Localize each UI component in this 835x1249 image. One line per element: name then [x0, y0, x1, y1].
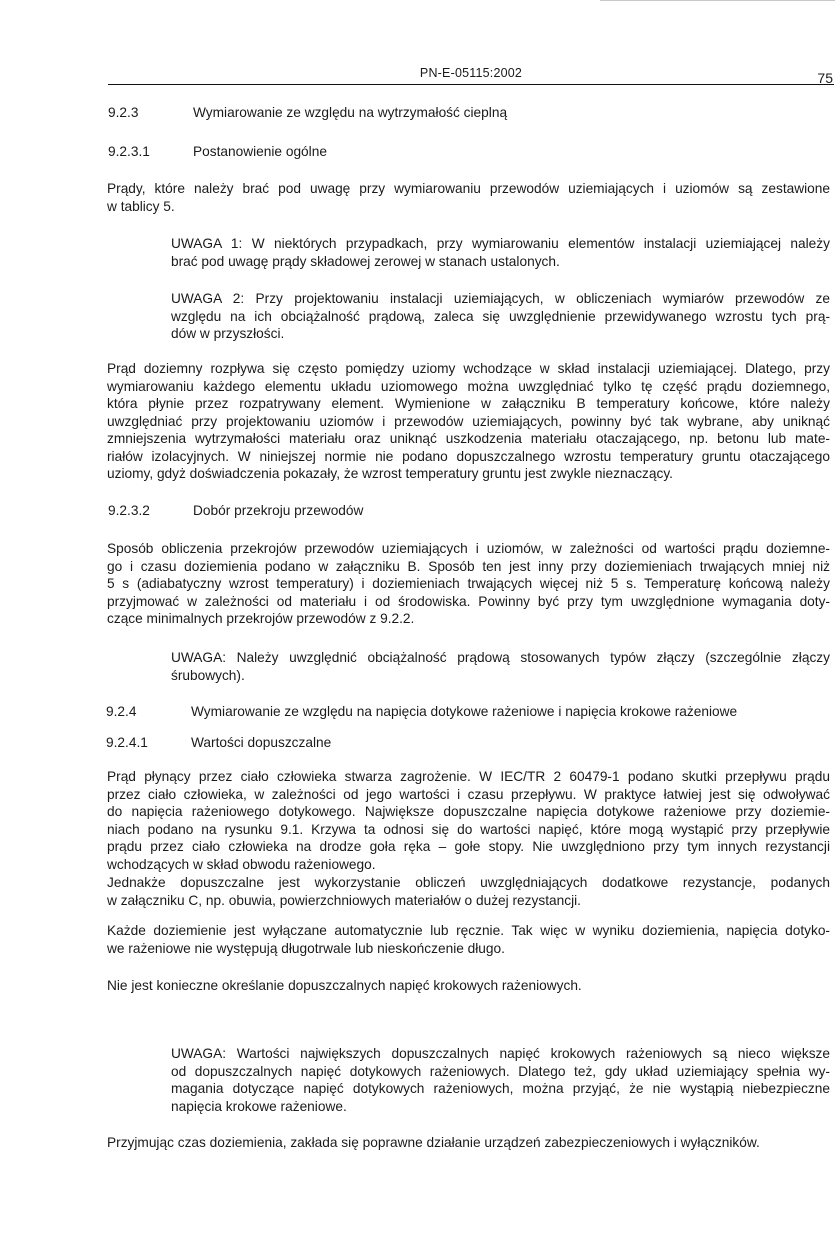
paragraph: [107, 874, 830, 909]
text-line: Jednakże dopuszczalne jest wykorzystanie obliczeń uwzględniających dodatkowe rezystancje, podanych: [107, 875, 830, 890]
text-line: od dopuszczalnych napięć dotykowych rażeniowych. Dlatego też, gdy układ uziemiający spełnia wy-: [171, 1063, 830, 1079]
text-line: Prądy, które należy brać pod uwagę przy wymiarowaniu przewodów uziemiających i uziomów są zestawione: [107, 181, 830, 196]
section-title: Wymiarowanie ze względu na wytrzymałość cieplną: [193, 105, 508, 120]
text-line: Prąd płynący przez ciało człowieka stwarza zagrożenie. W IEC/TR 2 60479-1 podano skutki przepływu prądu: [107, 769, 830, 784]
note: [171, 290, 830, 343]
page-header: [108, 66, 834, 88]
text-line: wymiarowaniu każdego elementu układu uziomowego można uwzględniać tylko tę część prądu doziemnego,: [107, 378, 830, 394]
text-line: przyjmować w zależności od materiału i od środowiska. Powinny być przy tym uwzględnione wymagania doty-: [107, 593, 830, 609]
section-title: Wymiarowanie ze względu na napięcia dotykowe rażeniowe i napięcia krokowe rażeniowe: [191, 704, 738, 719]
header-rule: [108, 84, 834, 85]
text-line: UWAGA 1: W niektórych przypadkach, przy wymiarowaniu elementów instalacji uziemiającej należy: [171, 236, 830, 251]
paragraph: [107, 1134, 830, 1152]
text-line: wchodzących w skład obwodu rażeniowego.: [107, 856, 376, 872]
text-line: UWAGA: Należy uwzględnić obciążalność prądową stosowanych typów złączy (szczególnie złączy: [171, 650, 830, 665]
paragraph: [107, 540, 830, 628]
paragraph: [107, 768, 830, 873]
text-line: przez ciało człowieka, w zależności od jego wartości i czasu przepływu. W praktyce łatwiej jest się odwoływać: [107, 786, 830, 802]
scan-edge-line: [600, 0, 835, 1]
text-line: Przyjmując czas doziemienia, zakłada się poprawne działanie urządzeń zabezpieczeniowych i wyłączników.: [107, 1135, 760, 1150]
text-line: 5 s (adiabatyczny wzrost temperatury) i doziemieniach trwających więcej niż 5 s. Temperaturę końcową należy: [107, 576, 830, 591]
section-number: 9.2.3.1: [108, 144, 150, 159]
section-title: Dobór przekroju przewodów: [193, 503, 364, 518]
text-line: uziomy, gdyż doświadczenia pokazały, że wzrost temperatury gruntu jest zwykle nieznaczący.: [107, 466, 673, 481]
section-title: Postanowienie ogólne: [193, 144, 327, 159]
text-line: we rażeniowe nie występują długotrwale lub nieskończenie długo.: [107, 940, 505, 956]
paragraph: [107, 977, 830, 995]
text-line: niach podano na rysunku 9.1. Krzywa ta odnosi się do wartości napięć, które mogą wystąpić przy przepływie: [107, 821, 830, 837]
text-line: uwzględniać przy projektowaniu uziomów i przewodów uziemiających, powinny być tak wybrane, aby uniknąć: [107, 413, 830, 429]
text-line: Każde doziemienie jest wyłączane automatycznie lub ręcznie. Tak więc w wyniku doziemienia, napięcia dotyko-: [107, 923, 830, 938]
paragraph: [107, 180, 830, 215]
text-line: napięcia krokowe rażeniowe.: [171, 1098, 347, 1114]
note: [171, 1045, 830, 1115]
standard-number: PN-E-05115:2002: [419, 66, 523, 80]
text-line: Sposób obliczenia przekrojów przewodów uziemiających i uziomów, w zależności od wartości prądu doziemne-: [107, 541, 830, 556]
text-line: względu na ich obciążalność prądową, zaleca się uwzględnienie przewidywanego wzrostu tych prą-: [171, 308, 830, 324]
text-line: dów w przyszłości.: [171, 326, 285, 341]
paragraph: [107, 360, 830, 483]
text-line: Prąd doziemny rozpływa się często pomiędzy uziomy wchodzące w skład instalacji uziemiającej. Dlatego, przy: [107, 361, 830, 376]
text-line: w załączniku C, np. obuwia, powierzchniowych materiałów o dużej rezystancji.: [107, 892, 581, 908]
paragraph: [107, 922, 830, 957]
text-line: w tablicy 5.: [107, 198, 175, 214]
text-line: zmniejszenia wytrzymałości materiału oraz uniknąć uszkodzenia materiału otaczającego, np. betonu lub mate-: [107, 431, 830, 446]
note: [171, 235, 830, 270]
text-line: magania dotyczące napięć dotykowych rażeniowych, można przyjąć, że nie wystąpią niebezpieczne: [171, 1081, 830, 1096]
text-line: do napięcia rażeniowego dotykowego. Największe dopuszczalne napięcia dotykowe rażeniowe przy doziemie-: [107, 804, 830, 819]
text-line: prądu przez ciało człowieka na drodze goła ręka – gołe stopy. Nie uwzględniono przy tym innych rezystancji: [107, 839, 830, 854]
text-line: śrubowych).: [171, 667, 245, 683]
text-line: go i czasu doziemienia podano w załączniku B. Sposób ten jest inny przy doziemieniach trwających mniej niż: [107, 558, 830, 574]
text-line: która płynie przez rozpatrywany element. Wymienione w załączniku B temperatury końcowe, które należy: [107, 396, 830, 411]
text-line: UWAGA 2: Przy projektowaniu instalacji uziemiających, w obliczeniach wymiarów przewodów ze: [171, 291, 830, 306]
note: [171, 649, 830, 684]
text-line: UWAGA: Wartości największych dopuszczalnych napięć krokowych rażeniowych są nieco większe: [171, 1046, 830, 1061]
section-title: Wartości dopuszczalne: [191, 735, 332, 750]
section-number: 9.2.3.2: [108, 503, 150, 518]
section-number: 9.2.3: [108, 105, 139, 120]
text-line: czące minimalnych przekrojów przewodów z 9.2.2.: [107, 611, 415, 626]
page-number: 75: [817, 70, 833, 86]
section-number: 9.2.4.1: [106, 735, 148, 750]
text-line: Nie jest konieczne określanie dopuszczalnych napięć krokowych rażeniowych.: [107, 978, 582, 993]
text-line: riałów izolacyjnych. W niniejszej normie nie podano dopuszczalnego wzrostu temperatury gruntu otaczającego: [107, 448, 830, 464]
text-line: brać pod uwagę prądy składowej zerowej w stanach ustalonych.: [171, 253, 560, 269]
section-number: 9.2.4: [106, 704, 137, 719]
